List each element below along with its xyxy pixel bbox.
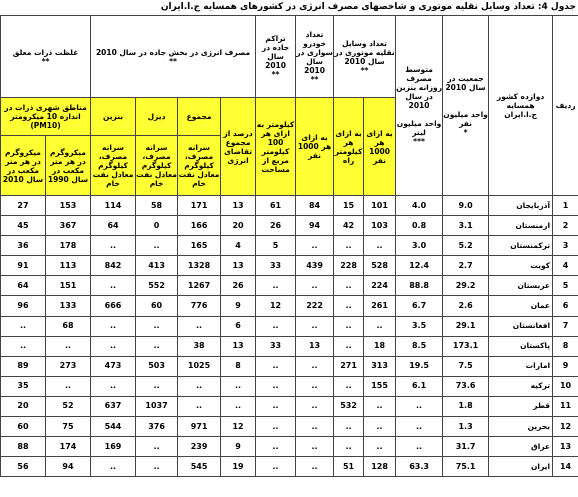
header-row-number: ردیف (553, 16, 578, 196)
pm-1990: 94 (46, 457, 91, 477)
header-cars-note: ** (310, 74, 319, 84)
energy-gasoline: .. (91, 276, 136, 296)
vehicles-per-km: .. (334, 336, 364, 356)
fuel-use: .. (396, 396, 443, 416)
pm-1990: 174 (46, 437, 91, 457)
cars-per-1000: .. (296, 457, 334, 477)
energy-percent: 13 (221, 256, 256, 276)
fuel-use: 8.5 (396, 336, 443, 356)
header-density-label: تراکم جاده در سال 2010 (261, 34, 290, 70)
header-energy-gasoline: بنزین (91, 98, 136, 136)
population: 5.2 (443, 236, 489, 256)
energy-gasoline: .. (91, 376, 136, 396)
road-density: .. (256, 417, 296, 437)
row-number: 7 (553, 316, 578, 336)
cars-per-1000: .. (296, 376, 334, 396)
vehicles-per-km: 532 (334, 396, 364, 416)
table-row (1, 336, 578, 356)
header-veh-per-km: به ازای هر کیلومتر راه (334, 98, 364, 196)
energy-total: 1267 (178, 276, 221, 296)
pm-1990: 52 (46, 396, 91, 416)
row-number: 12 (553, 417, 578, 437)
energy-gasoline: 114 (91, 196, 136, 216)
vehicles-per-1000: 103 (364, 216, 396, 236)
vehicles-per-1000: .. (364, 236, 396, 256)
vehicles-per-1000: .. (364, 417, 396, 437)
header-energy-total: مجموع (178, 98, 221, 136)
energy-gasoline: 842 (91, 256, 136, 276)
vehicles-per-1000: 224 (364, 276, 396, 296)
fuel-use: 4.0 (396, 196, 443, 216)
table-row (1, 256, 578, 276)
road-density: 61 (256, 196, 296, 216)
vehicles-per-km: 271 (334, 356, 364, 376)
energy-total: 776 (178, 296, 221, 316)
header-energy-percent: درصد از مجموع تقاضای انرژی (221, 98, 256, 196)
energy-gasoline: .. (91, 236, 136, 256)
population: 2.6 (443, 296, 489, 316)
table-row (1, 196, 578, 216)
header-pm-1990: میکروگرم در هر متر مکعب در سال 1990 (46, 136, 91, 196)
population: 1.8 (443, 396, 489, 416)
road-density: .. (256, 276, 296, 296)
energy-total: 165 (178, 236, 221, 256)
table-row (1, 457, 578, 477)
fuel-use: 0.8 (396, 216, 443, 236)
population: 29.1 (443, 316, 489, 336)
vehicles-per-1000: 101 (364, 196, 396, 216)
country-name: ترکیه (489, 376, 553, 396)
energy-gasoline: .. (91, 336, 136, 356)
road-density: .. (256, 316, 296, 336)
pm-2010: 20 (1, 396, 46, 416)
population: 75.1 (443, 457, 489, 477)
row-number: 4 (553, 256, 578, 276)
header-pm (1, 16, 91, 98)
vehicles-per-km: 51 (334, 457, 364, 477)
header-vehicles-label: تعداد وسایل نقلیه موتوری در سال 2010 (334, 38, 395, 66)
fuel-use: 12.4 (396, 256, 443, 276)
fuel-use: 3.5 (396, 316, 443, 336)
table-row (1, 437, 578, 457)
road-density: .. (256, 356, 296, 376)
header-fuel-label: متوسط مصرف روزانه بنزین در سال 2010 (396, 65, 443, 110)
population: 73.6 (443, 376, 489, 396)
pm-2010: 36 (1, 236, 46, 256)
energy-percent: 13 (221, 336, 256, 356)
pm-1990: 178 (46, 236, 91, 256)
table-row (1, 216, 578, 236)
header-vehicles-note: ** (360, 65, 369, 75)
pm-2010: 27 (1, 196, 46, 216)
vehicles-per-km: 15 (334, 196, 364, 216)
header-energy-diesel-unit: سرانه مصرف، کیلوگرم معادل نفت خام (136, 136, 178, 196)
energy-percent: 9 (221, 296, 256, 316)
table-row (1, 316, 578, 336)
energy-percent: 19 (221, 457, 256, 477)
header-density-note: ** (271, 70, 280, 79)
road-density: .. (256, 457, 296, 477)
energy-diesel: 0 (136, 216, 178, 236)
fuel-use: 6.7 (396, 296, 443, 316)
table-row (1, 396, 578, 416)
pm-1990: 153 (46, 196, 91, 216)
energy-total: 38 (178, 336, 221, 356)
header-energy-label: مصرف انرژی در بخش جاده در سال 2010 (95, 47, 251, 57)
energy-total: 239 (178, 437, 221, 457)
energy-total: 166 (178, 216, 221, 236)
energy-gasoline: .. (91, 316, 136, 336)
road-density: .. (256, 396, 296, 416)
data-table (0, 15, 578, 477)
header-pm-urban: مناطق شهری ذرات در اندازه 10 میکرومتر (PM10) (1, 98, 91, 136)
country-name: پاکستان (489, 336, 553, 356)
row-number: 14 (553, 457, 578, 477)
country-name: عمان (489, 296, 553, 316)
header-density (256, 16, 296, 98)
energy-diesel: 1037 (136, 396, 178, 416)
cars-per-1000: .. (296, 276, 334, 296)
energy-percent: .. (221, 396, 256, 416)
cars-per-1000: .. (296, 316, 334, 336)
pm-1990: 273 (46, 356, 91, 376)
pm-2010: 45 (1, 216, 46, 236)
energy-total: .. (178, 316, 221, 336)
fuel-use: .. (396, 417, 443, 437)
energy-gasoline: 64 (91, 216, 136, 236)
energy-diesel: .. (136, 336, 178, 356)
header-population-unit: واحد میلیون نفر (443, 110, 488, 128)
row-number: 8 (553, 336, 578, 356)
country-name: عراق (489, 437, 553, 457)
country-name: آذربایجان (489, 196, 553, 216)
header-population-note: * (463, 128, 468, 137)
energy-percent: 20 (221, 216, 256, 236)
population: 7.5 (443, 356, 489, 376)
row-number: 13 (553, 437, 578, 457)
header-population-label: جمعیت در سال 2010 (445, 74, 486, 92)
energy-diesel: 413 (136, 256, 178, 276)
vehicles-per-km: .. (334, 276, 364, 296)
header-pm-note: ** (41, 56, 50, 66)
country-name: افغانستان (489, 316, 553, 336)
cars-per-1000: 84 (296, 196, 334, 216)
row-number: 3 (553, 236, 578, 256)
energy-diesel: .. (136, 316, 178, 336)
fuel-use: 88.8 (396, 276, 443, 296)
cars-per-1000: .. (296, 236, 334, 256)
header-cars-per-1000: به ازای هر 1000 نفر (296, 98, 334, 196)
pm-2010: 60 (1, 417, 46, 437)
vehicles-per-1000: .. (364, 437, 396, 457)
road-density: .. (256, 376, 296, 396)
row-number: 2 (553, 216, 578, 236)
road-density: 33 (256, 256, 296, 276)
cars-per-1000: .. (296, 396, 334, 416)
pm-1990: 113 (46, 256, 91, 276)
energy-total: 971 (178, 417, 221, 437)
energy-diesel: 60 (136, 296, 178, 316)
population: 9.0 (443, 196, 489, 216)
header-energy-gasoline-unit: سرانه مصرف، کیلوگرم معادل نفت خام (91, 136, 136, 196)
energy-gasoline: 637 (91, 396, 136, 416)
pm-2010: 96 (1, 296, 46, 316)
energy-gasoline: .. (91, 457, 136, 477)
cars-per-1000: .. (296, 356, 334, 376)
header-fuel-unit: واحد میلیون لیتر (396, 119, 442, 137)
fuel-use: 63.3 (396, 457, 443, 477)
header-pm-2010: میکروگرم در هر متر مکعب در سال 2010 (1, 136, 46, 196)
country-name: ترکمنستان (489, 236, 553, 256)
cars-per-1000: 94 (296, 216, 334, 236)
header-energy (91, 16, 256, 98)
pm-2010: .. (1, 336, 46, 356)
header-cars-label: تعداد خودرو سواری در سال 2010 (296, 29, 333, 75)
fuel-use: 19.5 (396, 356, 443, 376)
pm-2010: 89 (1, 356, 46, 376)
row-number: 10 (553, 376, 578, 396)
pm-1990: .. (46, 336, 91, 356)
table-row (1, 376, 578, 396)
vehicles-per-km: .. (334, 437, 364, 457)
pm-1990: 367 (46, 216, 91, 236)
header-fuel (396, 16, 443, 196)
vehicles-per-km: 228 (334, 256, 364, 276)
header-veh-per-1000: به ازای هر 1000 نفر (364, 98, 396, 196)
header-population (443, 16, 489, 196)
table-row (1, 356, 578, 376)
pm-2010: 35 (1, 376, 46, 396)
header-fuel-note: *** (413, 137, 425, 146)
road-density: .. (256, 437, 296, 457)
energy-percent: .. (221, 376, 256, 396)
energy-percent: 4 (221, 236, 256, 256)
row-number: 1 (553, 196, 578, 216)
table-row (1, 276, 578, 296)
road-density: 12 (256, 296, 296, 316)
population: 31.7 (443, 437, 489, 457)
table-body (1, 196, 578, 477)
energy-total: 545 (178, 457, 221, 477)
pm-2010: 56 (1, 457, 46, 477)
population: 3.1 (443, 216, 489, 236)
row-number: 6 (553, 296, 578, 316)
table-row (1, 417, 578, 437)
pm-2010: 88 (1, 437, 46, 457)
energy-total: 171 (178, 196, 221, 216)
table-header (1, 16, 578, 196)
vehicles-per-1000: 155 (364, 376, 396, 396)
header-vehicles (334, 16, 396, 98)
header-country: دوازده کشور همسایه ج.ا.ایران (489, 16, 553, 196)
vehicles-per-1000: .. (364, 396, 396, 416)
road-density: 5 (256, 236, 296, 256)
header-density-unit: کیلومتر به ازای هر 100 کیلومتر مربع از مساحت (256, 98, 296, 196)
vehicles-per-km: .. (334, 236, 364, 256)
vehicles-per-km: .. (334, 376, 364, 396)
population: 29.2 (443, 276, 489, 296)
road-density: 33 (256, 336, 296, 356)
country-name: قطر (489, 396, 553, 416)
energy-diesel: 503 (136, 356, 178, 376)
country-name: ایران (489, 457, 553, 477)
row-number: 11 (553, 396, 578, 416)
fuel-use: 6.1 (396, 376, 443, 396)
table-row (1, 296, 578, 316)
country-name: امارات (489, 356, 553, 376)
vehicles-per-km: .. (334, 316, 364, 336)
vehicles-per-1000: 18 (364, 336, 396, 356)
energy-diesel: 376 (136, 417, 178, 437)
row-number: 9 (553, 356, 578, 376)
energy-percent: 26 (221, 276, 256, 296)
vehicles-per-1000: 128 (364, 457, 396, 477)
cars-per-1000: .. (296, 417, 334, 437)
header-energy-note: ** (169, 56, 177, 66)
row-number: 5 (553, 276, 578, 296)
header-energy-diesel: دیزل (136, 98, 178, 136)
header-energy-total-unit: سرانه مصرف، کیلوگرم معادل نفت خام (178, 136, 221, 196)
vehicles-per-1000: 313 (364, 356, 396, 376)
energy-diesel: 552 (136, 276, 178, 296)
cars-per-1000: 13 (296, 336, 334, 356)
cars-per-1000: 222 (296, 296, 334, 316)
energy-percent: 13 (221, 196, 256, 216)
vehicles-per-km: .. (334, 296, 364, 316)
pm-2010: .. (1, 316, 46, 336)
header-pm-label: غلظت ذرات معلق (12, 47, 79, 57)
energy-diesel: .. (136, 437, 178, 457)
header-cars (296, 16, 334, 98)
population: 1.3 (443, 417, 489, 437)
cars-per-1000: 439 (296, 256, 334, 276)
energy-diesel: .. (136, 457, 178, 477)
energy-percent: 6 (221, 316, 256, 336)
table-title: جدول 4: تعداد وسایل نقلیه موتوری و شاخصهای مصرف انرژی در کشورهای همسایه ج.ا.ایران (160, 2, 576, 12)
energy-total: .. (178, 376, 221, 396)
energy-gasoline: 169 (91, 437, 136, 457)
energy-diesel: 58 (136, 196, 178, 216)
fuel-use: 3.0 (396, 236, 443, 256)
pm-1990: 75 (46, 417, 91, 437)
energy-gasoline: 473 (91, 356, 136, 376)
country-name: ارمنستان (489, 216, 553, 236)
energy-gasoline: 666 (91, 296, 136, 316)
pm-1990: 151 (46, 276, 91, 296)
pm-2010: 64 (1, 276, 46, 296)
energy-diesel: .. (136, 376, 178, 396)
country-name: بحرین (489, 417, 553, 437)
energy-percent: 12 (221, 417, 256, 437)
population: 2.7 (443, 256, 489, 276)
energy-total: 1328 (178, 256, 221, 276)
vehicles-per-1000: .. (364, 316, 396, 336)
vehicles-per-1000: 528 (364, 256, 396, 276)
road-density: 26 (256, 216, 296, 236)
energy-percent: 9 (221, 437, 256, 457)
population: 173.1 (443, 336, 489, 356)
country-name: کویت (489, 256, 553, 276)
country-name: عربستان (489, 276, 553, 296)
pm-2010: 91 (1, 256, 46, 276)
vehicles-per-1000: 261 (364, 296, 396, 316)
energy-percent: 8 (221, 356, 256, 376)
energy-gasoline: 544 (91, 417, 136, 437)
energy-total: 1025 (178, 356, 221, 376)
pm-1990: 68 (46, 316, 91, 336)
energy-diesel: .. (136, 236, 178, 256)
table-row (1, 236, 578, 256)
vehicles-per-km: .. (334, 417, 364, 437)
pm-1990: .. (46, 376, 91, 396)
pm-1990: 133 (46, 296, 91, 316)
vehicles-per-km: 42 (334, 216, 364, 236)
cars-per-1000: .. (296, 437, 334, 457)
fuel-use: .. (396, 437, 443, 457)
energy-total: .. (178, 396, 221, 416)
